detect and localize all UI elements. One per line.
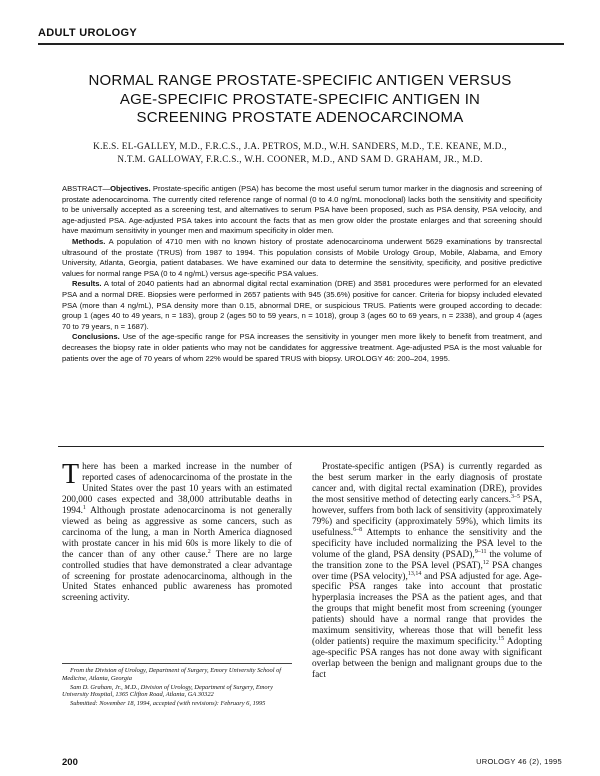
- body-text: and PSA adjusted for age. Age-specific PSA ranges take into account that prostatic hyperplasia increases the PSA as the patient ages, and that the groups that might benefit most from screening (younger patients) should have a normal range that provides the maximum sensitivity, whereas those that will benefit less (older patients) require the maximum specificity.: [312, 571, 542, 648]
- citation: 15: [498, 636, 505, 643]
- footnotes: [62, 667, 292, 709]
- intro-paragraph: [62, 459, 292, 604]
- abstract-rule: [58, 446, 544, 447]
- section-label: ADULT UROLOGY: [38, 27, 138, 39]
- citation: 2: [207, 548, 211, 555]
- title-line-3: SCREENING PROSTATE ADENOCARCINOMA: [136, 109, 464, 126]
- results-text: A total of 2040 patients had an abnormal digital rectal examination (DRE) and 3581 procedures were performed for an elevated PSA and a normal DRE. Biopsies were performed in 2657 patients with 945 (35.6%) positive for cancer. Criteria for biopsy included elevated PSA (more than 4 ng/mL), PSA density more than 0.15, abnormal DRE, or suspicious TRUS. Patients were grouped according to decade: group 1 (ages 40 to 49 years, n = 183), group 2 (ages 50 to 59 years, n = 1018), group 3 (ages 60 to 69 years, n = 2338), and group 4 (ages 70 to 79 years, n = 1687).: [62, 279, 542, 331]
- title-line-2: AGE-SPECIFIC PROSTATE-SPECIFIC ANTIGEN IN: [119, 90, 481, 108]
- body-text: the volume of the transition zone to the PSA level (PSAT),: [312, 549, 542, 571]
- page-number: 200: [62, 757, 78, 768]
- abstract-methods: [62, 237, 542, 279]
- authors-line-2: N.T.M. GALLOWAY, F.R.C.S., W.H. COONER, M.D., AND SAM D. GRAHAM, JR., M.D.: [117, 154, 483, 164]
- title-line-1: NORMAL RANGE PROSTATE-SPECIFIC ANTIGEN VERSUS: [88, 72, 512, 89]
- citation: 1: [82, 504, 86, 511]
- footnote-dates: Submitted: November 18, 1994, accepted (with revisions): February 6, 1995: [70, 700, 266, 708]
- citation: 9–11: [474, 548, 487, 555]
- citation: 13,14: [407, 570, 422, 577]
- conclusions-label: Conclusions.: [72, 332, 120, 342]
- results-label: Results.: [72, 279, 102, 289]
- body-text: Attempts to enhance the sensitivity and the specificity have included normalizing the PSA level to the volume of the gland, PSA density (PSAD),: [312, 527, 542, 560]
- citation: 12: [482, 559, 489, 566]
- body-text: PSA, however, suffers from both lack of sensitivity (approximately 79%) and specificity (approximately 59%), which limits its usefulness.: [312, 494, 542, 538]
- intro-text-1: here has been a marked increase in the number of reported cases of adenocarcinoma of the prostate in the United States over the past 10 years with an estimated 200,000 cases expected and 38,000 attributable deaths in 1994.: [62, 462, 292, 516]
- methods-text: A population of 4710 men with no known history of prostate adenocarcinoma underwent 5629 examinations by transrectal ultrasound of the prostate (TRUS) from 1987 to 1994. This population consists of Mobile Urology Group, Mobile, Alabama, and Emory University, Atlanta, Georgia, patient databases. We have examined our data to determine the sensitivity, specificity, and positive predictive values for normal range PSA (0 to 4 ng/mL) versus age-specific PSA values.: [62, 236, 542, 278]
- body-column-left: [62, 459, 292, 604]
- psa-paragraph: [312, 462, 542, 681]
- journal-reference: UROLOGY 46 (2), 1995: [476, 757, 562, 766]
- drop-cap: T: [62, 459, 80, 490]
- objectives-label: Objectives.: [110, 184, 151, 193]
- footnote-rule: [62, 663, 292, 664]
- body-text: Prostate-specific antigen (PSA) is currently regarded as the best serum marker in the early diagnosis of prostate cancer and, with digital rectal examination (DRE), provides the most sensitive method of detecting early cancers.: [312, 462, 542, 505]
- article-title: [40, 72, 560, 128]
- body-text: PSA changes over time (PSA velocity),: [312, 560, 542, 582]
- methods-label: Methods.: [72, 236, 106, 246]
- abstract-conclusions: [62, 332, 542, 364]
- authors-line-1: K.E.S. EL-GALLEY, M.D., F.R.C.S., J.A. PETROS, M.D., W.H. SANDERS, M.D., T.E. KEANE, M.D.,: [93, 141, 507, 151]
- citation: 3–5: [510, 493, 520, 500]
- body-column-right: [312, 462, 542, 681]
- body-text: Adopting age-specific PSA ranges has not done away with significant overlap between the benign and malignant groups due to the fact: [312, 637, 542, 681]
- citation: 6–8: [353, 526, 363, 533]
- footnote-correspondence: Sam D. Graham, Jr., M.D., Division of Urology, Department of Surgery, Emory University Hospital, 1365 Clifton Road, Atlanta, GA 30322: [62, 683, 273, 699]
- conclusions-text: Use of the age-specific range for PSA increases the sensitivity in younger men more likely to benefit from treatment, and decreases the biopsy rate in older patients who may not be candidates for aggressive treatment. Age-adjusted PSA is the most valuable for patients over the age of 70 years of whom 22% would be spared TRUS with biopsy. UROLOGY 46: 200–204, 1995.: [62, 332, 542, 363]
- author-list: [55, 140, 545, 166]
- intro-text-3: There are no large controlled studies that have demonstrated a clear advantage of screening for prostate adenocarcinoma, although in the United States enhanced public awareness has promoted screening activity.: [62, 549, 292, 604]
- abstract-objectives: [62, 184, 542, 237]
- abstract-lead: ABSTRACT—: [62, 184, 111, 193]
- intro-text-2: Although prostate adenocarcinoma is not generally viewed as being as aggressive as some cancers, such as carcinoma of the lung, a man in North America diagnosed with prostate cancer in his mid 60s is more likely to die of the cancer than of any other cause.: [62, 505, 292, 560]
- abstract-results: [62, 279, 542, 332]
- footnote-affiliation: From the Division of Urology, Department of Surgery, Emory University School of Medicine, Atlanta, Georgia: [62, 667, 282, 682]
- abstract: [62, 184, 542, 364]
- header-rule: [38, 43, 564, 45]
- objectives-text: Prostate-specific antigen (PSA) has become the most useful serum tumor marker in the diagnosis and screening of prostate adenocarcinoma. The currently cited reference range of normal (0 to 4.0 ng/mL monoclonal) lacks both the sensitivity and specificity to be universally accepted as a screening test, and alternatives to serum PSA have been proposed, such as PSA density, PSA velocity, and age-adjusted PSA. Age-adjusted PSA takes into account the facts that as men grow older the prostate enlarges and that screening should have maximum sensitivity in younger men and maximum specificity in older men.: [62, 184, 542, 236]
